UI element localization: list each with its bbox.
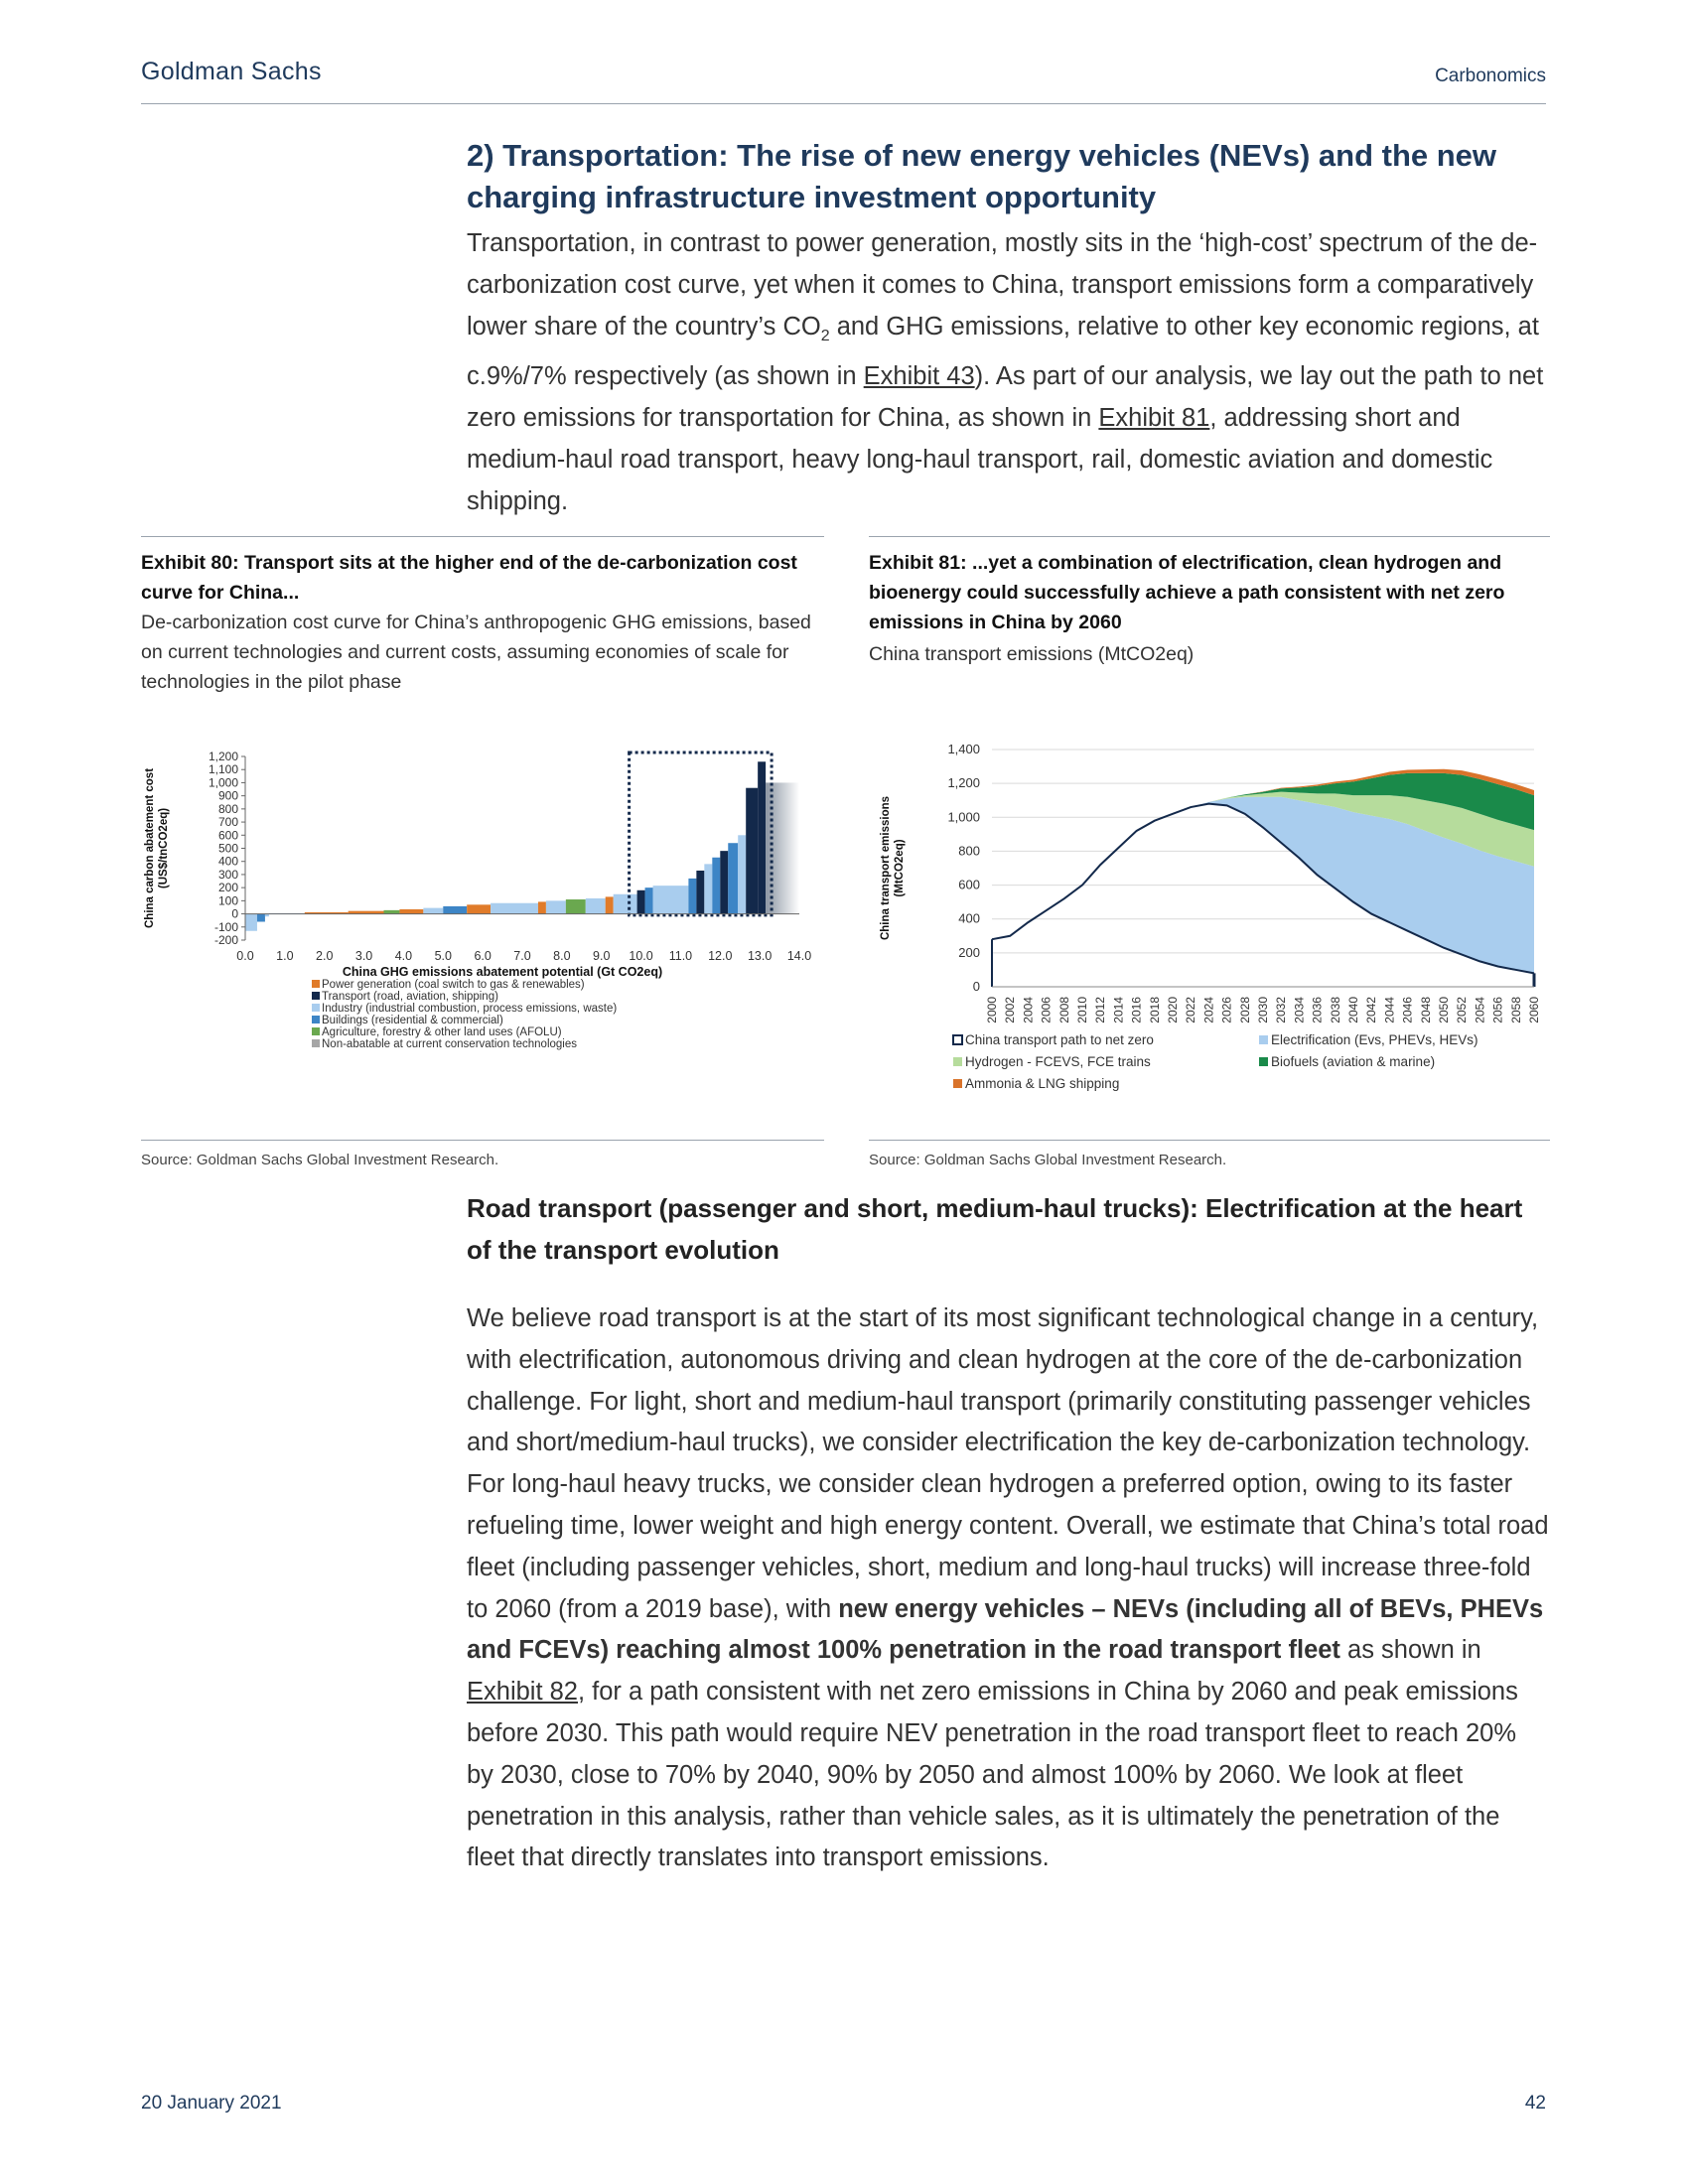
x-tick-label-14: 14.0 [786,949,812,963]
x-tick-label-4: 4.0 [394,949,413,963]
cost-bar-20 [653,886,689,913]
exhibit-81-subtitle: China transport emissions (MtCO2eq) [869,643,1195,665]
y-tick-label-10: 200 [217,881,238,895]
legend-label-5: Non-abatable at current conservation technologies [322,1038,577,1050]
road-text-2: as shown in [1339,1636,1481,1665]
y-tick-label-0: 1,200 [208,750,238,763]
y-axis-title-line-2: (US$/tnCO2eq) [158,807,170,889]
exhibit-80-top-rule [141,536,824,537]
header-divider [141,103,1546,104]
legend-swatch-3 [1259,1057,1268,1066]
y-tick-label-4: 600 [958,877,980,892]
intro-text-4: , addressing short and medium-haul road transport, heavy long-haul transport, rail, domestic aviation and domestic shipping. [467,404,1493,515]
x-tick-label-29: 2058 [1508,997,1523,1024]
x-tick-label-9: 2018 [1147,997,1162,1024]
x-tick-label-8: 2016 [1129,997,1144,1024]
x-tick-label-2: 2004 [1021,997,1036,1024]
y-tick-label-7: 500 [217,841,238,856]
road-bold-text: new energy vehicles – NEVs (including all of BEVs, PHEVs and FCEVs) reaching almost 100% penetration in the road transport fleet [467,1594,1544,1665]
y-tick-label-3: 800 [958,843,980,859]
y-tick-label-9: 300 [217,867,238,882]
cost-bar-28 [746,788,758,914]
y-tick-label-13: -100 [213,919,238,934]
cost-bar-24 [712,858,720,914]
cost-bar-11 [491,903,538,914]
publication-date: 20 January 2021 [141,2093,282,2114]
y-tick-label-5: 700 [217,815,238,830]
x-tick-label-7: 7.0 [513,949,531,963]
co2-subscript: 2 [820,327,830,344]
cost-bar-18 [637,890,645,914]
cost-bar-16 [606,896,614,913]
x-tick-label-11: 2022 [1184,997,1198,1024]
y-tick-label-2: 1,000 [208,775,238,790]
exhibit-81-top-rule [869,536,1550,537]
y-tick-label-1: 1,100 [208,762,238,777]
legend-swatch-0 [953,1035,962,1044]
y-axis-title-line-2: (MtCO2eq) [894,839,906,897]
x-tick-label-21: 2042 [1364,997,1379,1024]
exhibit-80-cost-curve-chart [141,735,826,1102]
x-tick-label-24: 2048 [1418,997,1433,1024]
x-tick-label-0: 0.0 [236,949,254,963]
exhibit-80-title: Exhibit 80: Transport sits at the higher end of the de-carbonization cost curve for China... [141,552,797,604]
cost-bar-21 [688,879,696,914]
x-tick-label-26: 2052 [1455,997,1470,1024]
y-tick-label-12: 0 [231,906,238,921]
exhibit-81-emissions-chart [869,735,1554,1112]
cost-bar-29 [758,761,766,913]
x-tick-label-16: 2032 [1274,997,1289,1024]
legend-swatch-2 [953,1057,962,1066]
legend-label-2: Hydrogen - FCEVS, FCE trains [965,1054,1151,1069]
x-tick-label-18: 2036 [1310,997,1325,1024]
x-tick-label-27: 2054 [1473,997,1487,1024]
exhibit-80-bottom-rule [141,1140,824,1141]
x-tick-label-17: 2034 [1292,997,1307,1024]
x-tick-label-19: 2038 [1328,997,1342,1024]
y-tick-label-5: 400 [958,910,980,926]
report-name: Carbonomics [1435,66,1546,86]
x-tick-label-28: 2056 [1490,997,1505,1024]
y-tick-label-11: 100 [217,893,238,908]
cost-bar-9 [443,906,467,914]
y-axis-title-line-1: China transport emissions [880,795,892,941]
x-tick-label-3: 3.0 [354,949,373,963]
cost-bar-12 [538,901,546,913]
x-tick-label-30: 2060 [1527,997,1541,1024]
x-axis-title: China GHG emissions abatement potential (Gt CO2eq) [342,965,663,979]
x-tick-label-20: 2040 [1346,997,1360,1024]
legend-swatch-1 [1259,1035,1268,1044]
x-tick-label-7: 2014 [1111,997,1126,1024]
x-tick-label-1: 1.0 [276,949,294,963]
legend-label-1: Electrification (Evs, PHEVs, HEVs) [1271,1032,1478,1047]
x-tick-label-12: 12.0 [708,949,733,963]
exhibit-81-link[interactable]: Exhibit 81 [1098,404,1210,433]
legend-label-4: Agriculture, forestry & other land uses (AFOLU) [322,1026,562,1038]
legend-swatch-5 [312,1039,320,1047]
x-tick-label-8: 8.0 [553,949,571,963]
x-tick-label-22: 2044 [1382,997,1397,1024]
road-transport-paragraph [467,1298,1549,1879]
legend-label-0: China transport path to net zero [965,1032,1154,1047]
road-transport-heading: Road transport (passenger and short, medium-haul trucks): Electrification at the heart of the transport evolution [467,1193,1523,1265]
cost-bar-22 [696,871,704,914]
cost-bar-27 [738,835,746,913]
exhibit-80-source: Source: Goldman Sachs Global Investment Research. [141,1152,499,1168]
exhibit-43-link[interactable]: Exhibit 43 [863,362,975,391]
cost-bar-17 [614,894,637,914]
x-tick-label-1: 2002 [1003,997,1018,1024]
y-tick-label-1: 1,200 [947,775,980,791]
road-text-3: , for a path consistent with net zero emissions in China by 2060 and peak emissions before 2030. This path would require NEV penetration in the road transport fleet to reach 20% by 2030, close to 70% by 2040, 90% by 2050 and almost 100% by 2060. We look at fleet penetration in this analysis, rather than vehicle sales, as it is ultimately the penetration of the fleet that directly translates into transport emissions. [467,1678,1518,1872]
y-tick-label-6: 600 [217,828,238,843]
cost-bar-25 [720,851,728,913]
legend-swatch-4 [953,1079,962,1088]
legend-label-0: Power generation (coal switch to gas & renewables) [322,979,585,991]
y-tick-label-8: 400 [217,854,238,869]
cost-bar-15 [586,898,606,914]
cost-bar-6 [384,910,400,914]
y-tick-label-6: 200 [958,944,980,960]
intro-text-2: and GHG emissions, relative to other key economic regions, at c.9%/7% respectively (as shown in [467,312,1539,391]
y-tick-label-7: 0 [972,979,980,994]
y-tick-label-3: 900 [217,788,238,803]
exhibit-81-title: Exhibit 81: ...yet a combination of electrification, clean hydrogen and bioenergy could successfully achieve a path consistent with net zero emissions in China by 2060 [869,552,1505,633]
y-tick-label-4: 800 [217,801,238,816]
x-tick-label-3: 2006 [1039,997,1054,1024]
exhibit-82-link[interactable]: Exhibit 82 [467,1678,578,1706]
intro-text-3: ). As part of our analysis, we lay out the path to net zero emissions for transportation for China, as shown in [467,362,1544,433]
exhibit-81-source: Source: Goldman Sachs Global Investment Research. [869,1152,1227,1168]
cost-bar-19 [645,887,653,913]
section-title: 2) Transportation: The rise of new energy vehicles (NEVs) and the new charging infrastructure investment opportunity [467,138,1497,214]
x-tick-label-11: 11.0 [668,949,693,963]
x-tick-label-15: 2030 [1256,997,1270,1024]
cost-bar-14 [566,899,586,914]
legend-swatch-3 [312,1016,320,1024]
legend-label-3: Buildings (residential & commercial) [322,1015,503,1026]
intro-text-1: Transportation, in contrast to power generation, mostly sits in the ‘high-cost’ spectrum of the de-carbonization cost curve, yet when it comes to China, transport emissions form a comparatively lower share of the country’s CO [467,229,1538,341]
x-tick-label-4: 2008 [1056,997,1071,1024]
x-tick-label-13: 13.0 [747,949,773,963]
page-number: 42 [1524,2093,1546,2114]
x-tick-label-6: 2012 [1093,997,1108,1024]
x-tick-label-2: 2.0 [316,949,334,963]
x-tick-label-5: 5.0 [434,949,452,963]
cost-bar-1 [257,914,265,922]
legend-swatch-4 [312,1027,320,1035]
cost-bar-13 [546,900,566,913]
legend-swatch-0 [312,980,320,988]
y-tick-label-0: 1,400 [947,742,980,756]
road-text-1: We believe road transport is at the start of its most significant technological change in a century, with electrification, autonomous driving and clean hydrogen at the core of the de-carbonization challenge. For light, short and medium-haul transport (primarily constituting passenger vehicles and short/medium-haul trucks), we consider electrification the key de-carbonization technology. For long-haul heavy trucks, we consider clean hydrogen a preferred option, owing to its faster refueling time, lower weight and high energy content. Overall, we estimate that China’s total road fleet (including passenger vehicles, short, medium and long-haul trucks) will increase three-fold to 2060 (from a 2019 base), with [467,1304,1549,1623]
x-tick-label-13: 2026 [1219,997,1234,1024]
legend-label-2: Industry (industrial combustion, process emissions, waste) [322,1003,618,1015]
exhibit-80-subtitle: De-carbonization cost curve for China’s anthropogenic GHG emissions, based on current technologies and current costs, assuming economies of scale for technologies in the pilot phase [141,612,811,693]
y-tick-label-14: -200 [213,933,238,947]
x-tick-label-9: 9.0 [593,949,611,963]
x-tick-label-0: 2000 [985,997,999,1024]
legend-label-1: Transport (road, aviation, shipping) [322,991,498,1003]
x-tick-label-12: 2024 [1201,997,1216,1024]
x-tick-label-14: 2028 [1237,997,1252,1024]
exhibit-81-bottom-rule [869,1140,1550,1141]
cost-bar-0 [245,914,257,931]
cost-bar-23 [704,864,712,913]
legend-label-4: Ammonia & LNG shipping [965,1076,1120,1091]
cost-bar-7 [399,909,423,914]
x-tick-label-6: 6.0 [474,949,492,963]
intro-paragraph [467,223,1549,523]
cost-bar-8 [423,908,443,914]
cost-bar-26 [728,843,738,913]
legend-swatch-1 [312,992,320,1000]
brand-name: Goldman Sachs [141,58,322,85]
y-tick-label-2: 1,000 [947,809,980,825]
x-tick-label-10: 10.0 [629,949,653,963]
x-tick-label-10: 2020 [1166,997,1180,1024]
x-tick-label-23: 2046 [1400,997,1415,1024]
legend-label-3: Biofuels (aviation & marine) [1271,1054,1436,1069]
x-tick-label-25: 2050 [1437,997,1451,1024]
y-axis-title-line-1: China carbon abatement cost [144,767,156,929]
cost-bar-10 [467,904,491,913]
x-tick-label-5: 2010 [1075,997,1089,1024]
legend-swatch-2 [312,1004,320,1012]
